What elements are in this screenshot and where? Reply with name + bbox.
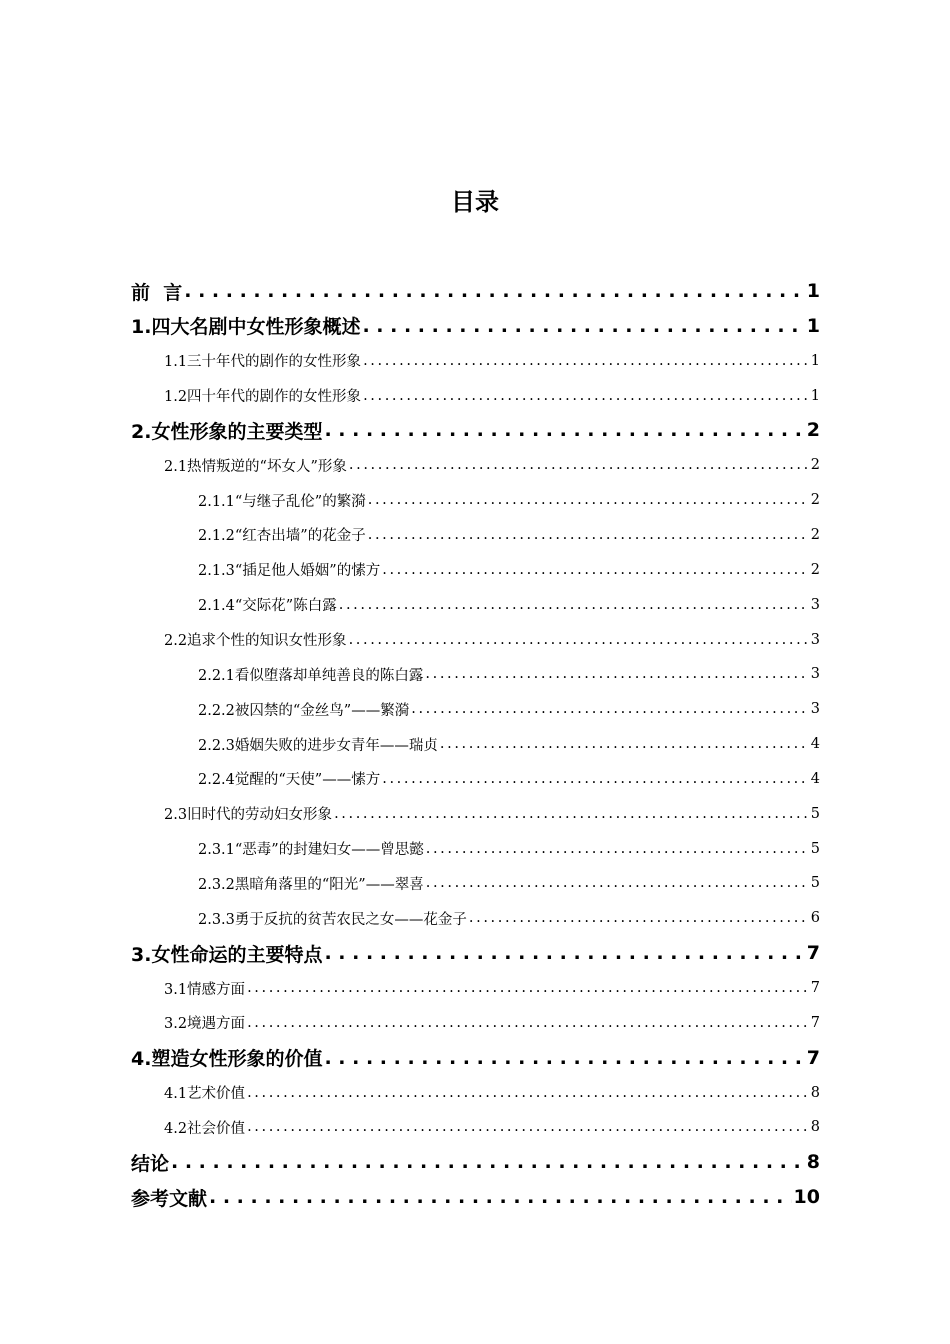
toc-entry-page: 2	[806, 419, 820, 442]
toc-entry-title: 1.四大名剧中女性形象概述	[131, 316, 361, 339]
toc-entry-page: 4	[810, 770, 820, 787]
toc-entry[interactable]	[131, 413, 820, 447]
toc-leader-dots	[247, 980, 809, 996]
toc-leader-dots	[425, 666, 808, 682]
toc-entry[interactable]	[198, 588, 820, 622]
toc-entry[interactable]	[164, 379, 820, 413]
toc-entry-page: 1	[810, 387, 820, 404]
toc-entry-page: 1	[806, 314, 820, 337]
toc-entry-page: 5	[810, 875, 820, 892]
toc-entry[interactable]	[164, 448, 820, 482]
toc-leader-dots	[324, 1047, 804, 1069]
toc-entry-page: 5	[810, 840, 820, 857]
toc-entry[interactable]	[164, 797, 820, 831]
toc-entry[interactable]	[198, 483, 820, 517]
toc-entry-title: 2.3.2黑暗角落里的“阳光”——翠喜	[198, 876, 424, 893]
toc-entry[interactable]	[131, 936, 820, 970]
toc-entry-title: 3.1情感方面	[164, 981, 246, 998]
toc-leader-dots	[368, 527, 809, 543]
toc-entry-title: 2.2.1看似堕落却单纯善良的陈白露	[198, 667, 424, 684]
toc-entry-title: 2.2追求个性的知识女性形象	[164, 633, 347, 649]
toc-leader-dots	[349, 457, 809, 473]
toc-entry-page: 7	[806, 1046, 820, 1069]
toc-entry-title: 2.1.2“红杏出墙”的花金子	[198, 528, 366, 545]
toc-entry-page: 2	[810, 492, 820, 509]
toc-entry-page: 3	[810, 701, 820, 718]
toc-leader-dots	[339, 597, 809, 613]
toc-leader-dots	[324, 942, 804, 964]
page-title: 目录	[451, 188, 499, 216]
toc-entry-title: 2.2.3婚姻失败的进步女青年——瑞贞	[198, 737, 438, 754]
toc-entry-page: 3	[810, 596, 820, 613]
toc-leader-dots	[368, 492, 809, 508]
toc-entry-page: 4	[810, 736, 820, 753]
toc-entry-title: 4.1艺术价值	[164, 1086, 246, 1103]
toc-entry-title: 4.塑造女性形象的价值	[131, 1048, 323, 1071]
toc-entry-page: 1	[810, 352, 820, 369]
toc-entry-title: 参考文献	[131, 1187, 208, 1210]
toc-entry-title: 2.1.1“与继子乱伦”的繁漪	[198, 493, 366, 510]
toc-entry-title: 2.3.1“恶毒”的封建妇女——曾思懿	[198, 842, 424, 859]
toc-entry-page: 2	[810, 457, 820, 474]
toc-leader-dots	[324, 419, 804, 441]
toc-leader-dots	[426, 841, 809, 857]
toc-entry-title: 2.女性形象的主要类型	[131, 420, 323, 443]
toc-leader-dots	[184, 280, 805, 302]
toc-entry[interactable]	[198, 692, 820, 726]
toc-entry-page: 6	[810, 910, 820, 927]
toc-entry-title: 2.1.3“插足他人婚姻”的愫方	[198, 563, 381, 580]
toc-entry[interactable]	[131, 1041, 820, 1075]
toc-entry-page: 2	[810, 561, 820, 578]
toc-entry-title: 2.3旧时代的劳动妇女形象	[164, 807, 333, 824]
toc-entry[interactable]	[164, 1006, 820, 1040]
toc-entry[interactable]	[198, 866, 820, 900]
toc-entry[interactable]	[198, 657, 820, 691]
toc-leader-dots	[440, 736, 809, 752]
toc-entry[interactable]	[198, 832, 820, 866]
toc-entry[interactable]	[131, 274, 820, 308]
toc-leader-dots	[363, 353, 809, 369]
toc-leader-dots	[171, 1151, 805, 1173]
toc-entry-page: 2	[810, 526, 820, 543]
toc-entry[interactable]	[164, 971, 820, 1005]
toc-entry[interactable]	[164, 1076, 820, 1110]
toc-leader-dots	[411, 701, 809, 717]
toc-entry-page: 10	[793, 1186, 820, 1209]
toc-entry-title: 1.2四十年代的剧作的女性形象	[164, 389, 362, 406]
toc-entry-page: 7	[810, 980, 820, 996]
toc-entry-title: 前 言	[131, 281, 183, 304]
toc-entry-title: 2.3.3勇于反抗的贫苦农民之女——花金子	[198, 911, 467, 928]
toc-leader-dots	[382, 562, 809, 578]
toc-leader-dots	[382, 771, 809, 787]
toc-entry[interactable]	[198, 762, 820, 796]
toc-entry-page: 3	[810, 666, 820, 683]
toc-entry[interactable]	[131, 1180, 820, 1214]
toc-leader-dots	[247, 1015, 809, 1031]
toc-entry-page: 8	[810, 1119, 820, 1136]
toc-entry[interactable]	[198, 553, 820, 587]
toc-entry[interactable]	[198, 901, 820, 935]
toc-entry[interactable]	[198, 518, 820, 552]
toc-entry-title: 1.1三十年代的剧作的女性形象	[164, 354, 362, 371]
toc-leader-dots	[469, 910, 809, 926]
toc-entry-page: 8	[806, 1151, 820, 1174]
toc-leader-dots	[349, 632, 809, 648]
toc-leader-dots	[334, 806, 809, 822]
toc-entry-page: 5	[810, 805, 820, 822]
toc-entry-page: 1	[806, 280, 820, 302]
toc-entry-page: 8	[810, 1084, 820, 1101]
toc-entry-title: 2.2.2被囚禁的“金丝鸟”——繁漪	[198, 702, 410, 719]
toc-entry[interactable]	[131, 309, 820, 343]
toc-leader-dots	[363, 388, 809, 404]
toc-entry-title: 3.2境遇方面	[164, 1016, 246, 1033]
toc-entry-title: 4.2社会价值	[164, 1120, 246, 1137]
toc-leader-dots	[247, 1085, 809, 1101]
toc-entry[interactable]	[131, 1145, 820, 1179]
toc-entry-title: 2.2.4觉醒的“天使”——愫方	[198, 772, 381, 789]
toc-leader-dots	[209, 1186, 792, 1208]
toc-leader-dots	[362, 315, 804, 337]
toc-leader-dots	[426, 875, 809, 891]
toc-leader-dots	[247, 1119, 809, 1135]
toc-entry[interactable]	[164, 1110, 820, 1144]
toc-entry-page: 3	[810, 631, 820, 648]
toc-entry-title: 2.1.4“交际花”陈白露	[198, 598, 337, 615]
toc-entry-title: 3.女性命运的主要特点	[131, 943, 323, 966]
toc-entry-page: 7	[810, 1014, 820, 1031]
toc-entry-page: 7	[806, 942, 820, 965]
toc-entry-title: 2.1热情叛逆的“坏女人”形象	[164, 458, 347, 475]
toc-entry[interactable]	[164, 344, 820, 378]
toc-entry[interactable]	[198, 727, 820, 761]
toc-entry-title: 结论	[131, 1152, 170, 1175]
toc-entry[interactable]	[164, 623, 820, 657]
